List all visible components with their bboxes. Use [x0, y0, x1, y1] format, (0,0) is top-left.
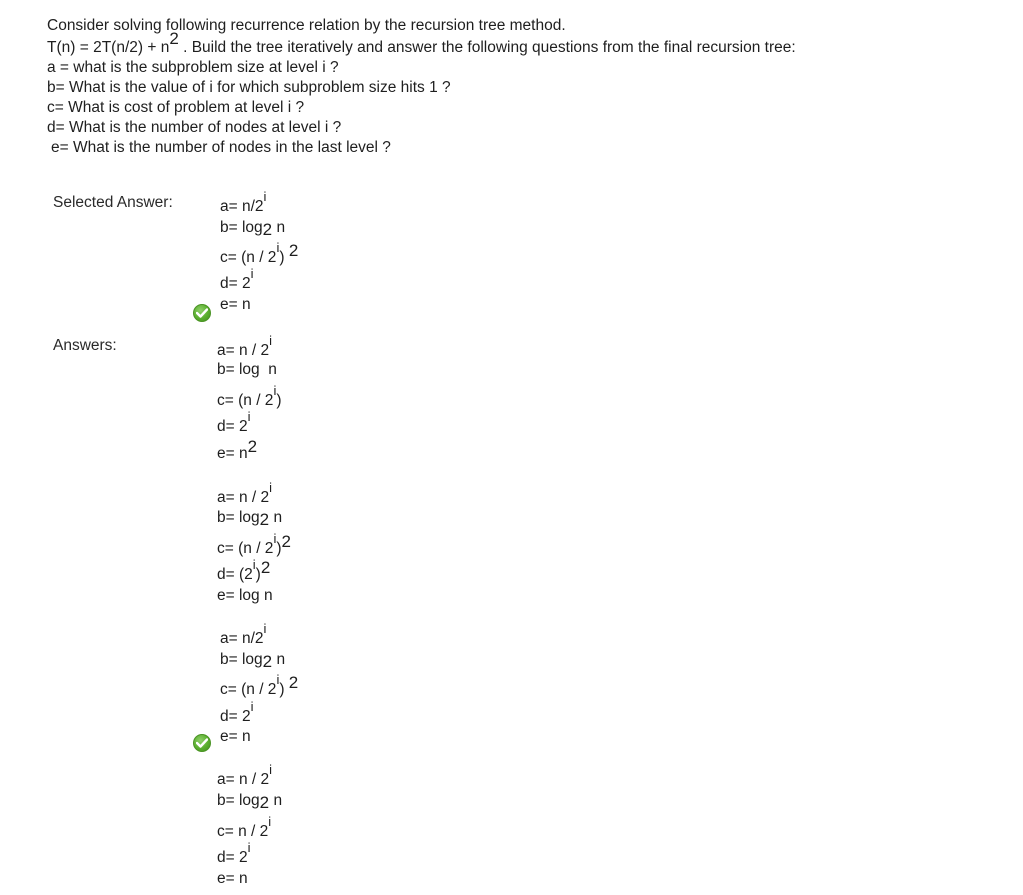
question-part-c: c= What is cost of problem at level i ? — [47, 99, 305, 116]
answer-line-d: $d= 2^i$ — [217, 408, 251, 435]
answer-line-d: $d= 2^i$ — [217, 839, 251, 866]
answer-line-a: a= n / 2$^i$ — [217, 761, 273, 788]
answer-line-e: e= n — [220, 728, 251, 745]
answer-line-c: c= (n / 2$^i$) 2 — [220, 239, 299, 266]
question-recurrence: $T(n) = 2T(n/2) + n^2$ . Build the tree iteratively and answer the following questions from the final recursion tree: — [47, 28, 796, 56]
check-circle-icon — [193, 304, 211, 322]
question-part-d: d= What is the number of nodes at level i ? — [47, 119, 342, 136]
question-text — [47, 16, 796, 158]
answer-line-a: $a= n/2^i$ — [220, 620, 267, 647]
question-intro: Consider solving following recurrence relation by the recursion tree method. — [47, 17, 566, 34]
answer-line-e: e= n — [217, 870, 248, 887]
answer-line-e: e= n — [220, 296, 251, 313]
answer-line-c: c= (n / 2$^i$) 2 — [220, 671, 299, 698]
answer-line-a: $a= n/2^i$ — [220, 188, 267, 215]
answer-line-c: c= n / 2$^i$ — [217, 813, 272, 840]
answer-line-d: $d= 2^i$ — [220, 698, 254, 725]
answer-line-e: e= n2 — [217, 437, 258, 462]
answer-line-a: a= n / 2$^i$ — [217, 332, 273, 359]
answer-line-b: $b= \log_2 n$ — [217, 509, 283, 529]
answer-line-b: $b= \log_2 n$ — [220, 219, 286, 239]
question-part-a: a = what is the subproblem size at level i ? — [47, 59, 339, 76]
answer-line-d: $d= 2^i$ — [220, 265, 254, 292]
answer-line-b: $b= \log_2 n$ — [217, 792, 283, 812]
answer-line-d: $d= (2^i)2$ — [217, 556, 271, 583]
answer-line-c: c= (n / 2$^i$) — [217, 382, 282, 409]
answer-line-e: e= log n — [217, 587, 273, 604]
question-part-e: e= What is the number of nodes in the last level ? — [51, 139, 391, 156]
check-circle-icon — [193, 734, 211, 752]
answer-line-b: $b= \log_2 n$ — [220, 651, 286, 671]
answer-line-c: c= (n / 2$^i$)2 — [217, 530, 291, 557]
selected-answer-label: Selected Answer: — [53, 194, 173, 211]
answers-label: Answers: — [53, 337, 117, 354]
question-part-b: b= What is the value of i for which subproblem size hits 1 ? — [47, 79, 451, 96]
answer-line-a: a= n / 2$^i$ — [217, 479, 273, 506]
answer-line-b: b= log n — [217, 361, 277, 378]
